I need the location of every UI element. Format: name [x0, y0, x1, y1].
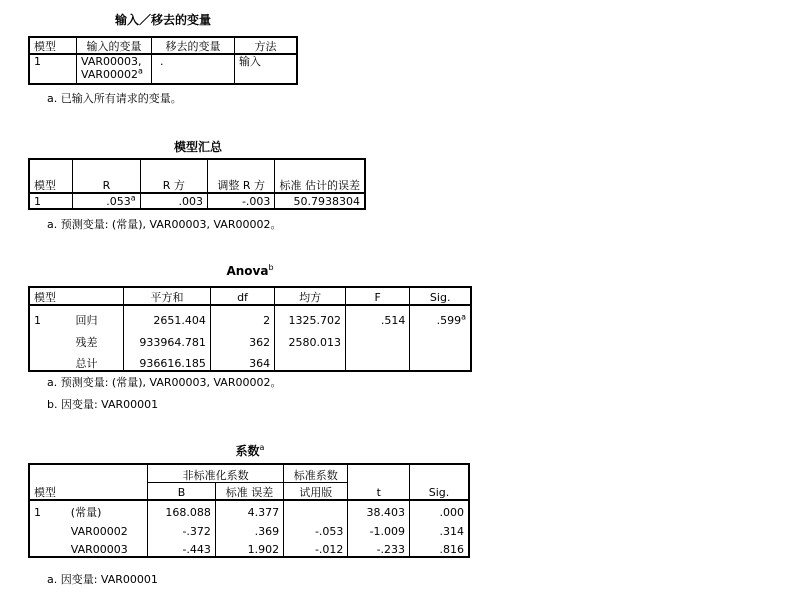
cell-b: 168.088	[148, 500, 216, 519]
cell-r: .053$^a$	[73, 193, 140, 209]
footnote-marker: a	[259, 443, 265, 452]
cell-beta: -.012	[284, 538, 348, 557]
cell-se: .369	[215, 519, 283, 538]
col-header-removed: 移去的变量	[152, 37, 235, 54]
cell-df: 364	[210, 349, 274, 371]
row-label-var3: VAR00003	[70, 543, 128, 556]
table-header-row	[29, 159, 365, 193]
footnote-marker: b	[268, 263, 274, 272]
cell-r-square: .003	[140, 193, 207, 209]
cell-model	[29, 538, 67, 557]
cell-se: 1.902	[215, 538, 283, 557]
cell-t: -1.009	[348, 519, 410, 538]
row-label-residual: 残差	[75, 336, 98, 349]
cell-se: 4.377	[215, 500, 283, 519]
col-header-model: 模型	[29, 37, 77, 54]
table-row	[29, 538, 469, 557]
cell-t: -.233	[348, 538, 410, 557]
col-header-b: B	[148, 482, 216, 500]
cell-method: 输入	[235, 54, 298, 84]
table-row	[29, 305, 471, 327]
table-row	[29, 349, 471, 371]
row-label-constant: (常量)	[70, 506, 102, 519]
cell-empty: t	[348, 464, 410, 500]
cell-ss: 933964.781	[124, 327, 211, 349]
col-header-entered: 输入的变量	[77, 37, 152, 54]
footnote-marker: a	[130, 193, 136, 203]
anova-footnote-a: a. 预测变量: (常量), VAR00003, VAR00002。	[47, 376, 282, 389]
col-header-beta: 试用版	[284, 482, 348, 500]
cell-model: 1	[34, 195, 41, 208]
cell-b: -.372	[148, 519, 216, 538]
cell-empty: 模型	[29, 464, 148, 500]
cell-model: 1	[34, 506, 41, 519]
col-header-df: df	[210, 287, 274, 305]
row-label-var2: VAR00002	[70, 525, 128, 538]
col-header-r-square: R 方	[140, 159, 207, 193]
table1-title: 输入／移去的变量	[114, 13, 211, 27]
coefficients-footnote: a. 因变量: VAR00001	[47, 573, 158, 586]
cell-ss: 936616.185	[124, 349, 211, 371]
row-label-regression: 回归	[75, 314, 98, 327]
col-header-ss: 平方和	[124, 287, 211, 305]
col-header-sig: Sig.	[410, 287, 471, 305]
cell-sig: .314	[410, 519, 469, 538]
cell-beta	[284, 500, 348, 519]
cell-f	[345, 349, 409, 371]
cell-ms: 1325.702	[275, 305, 346, 327]
variables-entered-table	[28, 36, 298, 85]
entered-var-1: VAR00003,	[81, 55, 142, 68]
cell-entered-vars	[77, 54, 152, 84]
cell-model: 1	[34, 55, 41, 68]
table-header-row	[29, 287, 471, 305]
col-header-r: R	[73, 159, 140, 193]
col-header-ms: 均方	[275, 287, 346, 305]
cell-df: 2	[210, 305, 274, 327]
coefficients-title: 系数$^a$	[235, 443, 265, 458]
model-summary-table	[28, 158, 366, 210]
col-header-model: 模型	[29, 287, 124, 305]
col-header-f: F	[345, 287, 409, 305]
cell-adj-r-square: -.003	[208, 193, 275, 209]
cell-model	[29, 327, 71, 349]
col-header-adj-r-square: 调整 R 方	[208, 159, 275, 193]
group-header-unstandardized: 非标准化系数	[148, 464, 284, 482]
table1-footnote: a. 已输入所有请求的变量。	[47, 92, 182, 105]
cell-t: 38.403	[348, 500, 410, 519]
col-header-method: 方法	[235, 37, 298, 54]
table-row	[29, 54, 297, 84]
table2-footnote: a. 预测变量: (常量), VAR00003, VAR00002。	[47, 218, 282, 231]
cell-removed: .	[152, 54, 235, 84]
cell-sig: .816	[410, 538, 469, 557]
anova-footnote-b: b. 因变量: VAR00001	[47, 398, 159, 411]
row-label-total: 总计	[75, 357, 98, 370]
cell-empty: Sig.	[410, 464, 469, 500]
table2-title: 模型汇总	[173, 140, 222, 154]
footnote-marker: a	[137, 66, 143, 76]
col-header-std-error: 标准 误差	[215, 482, 283, 500]
table-row	[29, 519, 469, 538]
entered-var-2: VAR00002$^a$	[81, 66, 143, 81]
group-header-standardized: 标准系数	[284, 464, 348, 482]
table-row	[29, 193, 365, 209]
col-header-std-error: 标准 估计的误差	[275, 159, 365, 193]
cell-model	[29, 519, 67, 538]
cell-std-error: 50.7938304	[275, 193, 365, 209]
cell-ss: 2651.404	[124, 305, 211, 327]
cell-ms: 2580.013	[275, 327, 346, 349]
cell-df: 362	[210, 327, 274, 349]
cell-sig: .000	[410, 500, 469, 519]
cell-sig	[410, 349, 471, 371]
cell-sig	[410, 327, 471, 349]
table-row	[29, 327, 471, 349]
cell-ms	[275, 349, 346, 371]
coefficients-table	[28, 463, 470, 558]
cell-f: .514	[345, 305, 409, 327]
anova-table	[28, 286, 472, 372]
table-row	[29, 500, 469, 519]
cell-b: -.443	[148, 538, 216, 557]
cell-model: 1	[34, 314, 41, 327]
cell-beta: -.053	[284, 519, 348, 538]
footnote-marker: a	[461, 312, 466, 322]
table-group-header-row	[29, 464, 469, 482]
cell-model	[29, 349, 71, 371]
table-header-row	[29, 37, 297, 54]
col-header-model: 模型	[29, 159, 73, 193]
cell-f	[345, 327, 409, 349]
cell-sig: .599$^a$	[410, 305, 471, 327]
anova-title: Anova$^b$	[226, 263, 274, 278]
